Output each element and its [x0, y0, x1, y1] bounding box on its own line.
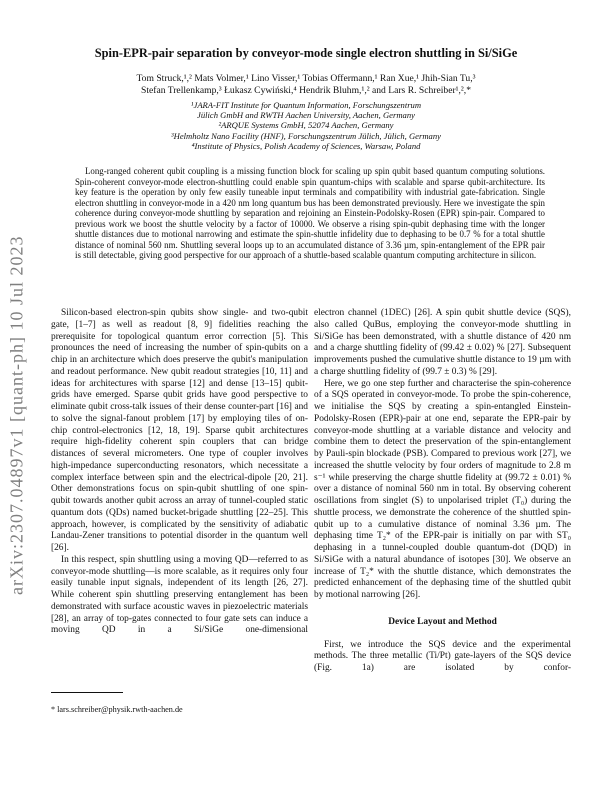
affiliation-line: ⁴Institute of Physics, Polish Academy of Sciences, Warsaw, Poland	[191, 140, 421, 151]
arxiv-stamp: arXiv:2307.04897v1 [quant-ph] 10 Jul 2023	[6, 235, 27, 595]
footnote-area	[51, 692, 308, 717]
affiliation-line: ²ARQUE Systems GmbH, 52074 Aachen, Germany	[218, 120, 394, 131]
author-line-1: Tom Struck,¹,² Mats Volmer,¹ Lino Visser,¹ Tobias Offermann,¹ Ran Xue,¹ Jhih-Sian Tu,³	[136, 73, 476, 84]
section-heading-device-layout: Device Layout and Method	[388, 616, 497, 627]
affiliation-block	[60, 100, 552, 151]
footnote-email-link[interactable]: * lars.schreiber@physik.rwth-aachen.de	[51, 705, 183, 714]
author-block	[60, 73, 552, 96]
body-column-right	[314, 308, 571, 768]
abstract-text: Long-ranged coherent qubit coupling is a missing function block for scaling up spin qubit based quantum computing solutions. Spin-coherent conveyor-mode electron-shuttling could enable spin quantum-chips with scalable and sparse qubit-architecture. Its key feature is the operation by only few easily tuneable input terminals and compatibility with industrial gate-fabrication. Single electron shuttling in conveyor-mode in a 420 nm long quantum bus has been demonstrated previously. Here we investigate the spin coherence during conveyor-mode shuttling by separation and rejoining an Einstein-Podolsky-Rosen (EPR) spin-pair. Compared to previous work we boost the shuttle velocity by a factor of 10000. We observe a rising spin-qubit dephasing time with the longer shuttle distances due to motional narrowing and estimate the spin-shuttle infidelity due to dephasing to be 0.7 % for a total shuttle distance of nominal 560 nm. Shuttling several loops up to an accumulated distance of 3.36 µm, spin-entanglement of the EPR pair is still detectable, giving good perspective for our approach of a shuttle-based scalable quantum computing architecture in silicon.	[75, 166, 545, 260]
affiliation-line: Jülich GmbH and RWTH Aachen University, Aachen, Germany	[197, 110, 415, 121]
paragraph: In this respect, spin shuttling using a moving QD—referred to as conveyor-mode shuttling—is more scalable, as it requires only four easily tunable input signals, independent of its length [26, 27]. While coherent spin shuttling preserving entanglement has been demonstrated with surface acoustic waves in piezoelectric materials [28], an array of top-gates connected to four gate sets can induce a moving QD in a Si/SiGe one-dimensional	[51, 554, 308, 636]
paragraph: Silicon-based electron-spin qubits show single- and two-qubit gate, [1–7] as well as readout [8, 9] fidelities reaching the prerequisite for topological quantum error correction [5]. This pronounces the need of increasing the number of spin-qubits on a chip in an architecture which does preserve the qubit's manipulation and readout performance. New qubit readout strategies [10, 11] and ideas for architectures with sparse [12] and dense [13–15] qubit-grids have emerged. Sparse qubit grids have good perspective to eliminate qubit cross-talk issues of their dense counter-part [16] and to solve the signal-fanout problem [17] by employing tiles of on-chip control-electronics [12, 18, 19]. Sparse qubit architectures require high-fidelity coherent spin couplers that can bridge distances of several micrometers. One type of coupler involves high-impedance superconducting resonators, which necessitate a complex interface between spin and the electrical-dipole [20, 21]. Other demonstrations focus on spin-qubit shuttling of one spin-qubit towards another qubit across an array of tunnel-coupled static quantum dots (QDs) named bucket-brigade shuttling [22–25]. This approach, however, is complicated by the sensitivity of adiabatic Landau-Zener transitions to potential disorder in the quantum well [26].	[51, 308, 308, 553]
paper-title: Spin-EPR-pair separation by conveyor-mode single electron shuttling in Si/SiGe	[94, 46, 518, 60]
paragraph: electron channel (1DEC) [26]. A spin qubit shuttle device (SQS), also called QuBus, employing the conveyor-mode shuttling in Si/SiGe has been demonstrated, with a shuttle distance of 420 nm and a charge shuttling fidelity of (99.42 ± 0.02) % [27]. Subsequent improvements pushed the cumulative shuttle distance to 19 µm with a charge shuttling fidelity of (99.7 ± 0.3) % [29].	[314, 308, 571, 377]
paragraph: Here, we go one step further and characterise the spin-coherence of a SQS operated in conveyor-mode. To probe the spin-coherence, we initialise the SQS by creating a spin-entangled Einstein-Podolsky-Rosen (EPR)-pair at one end, separate the EPR-pair by conveyor-mode shuttling at a variable distance and velocity and combine them to detect the preservation of the spin-entanglement by Pauli-spin blockade (PSB). Compared to previous work [27], we increased the shuttle velocity by four orders of magnitude to 2.8 m s⁻¹ while preserving the charge shuttle fidelity at (99.72 ± 0.01) % over a distance of nominal 560 nm in total. By observing coherent oscillations from singlet (S) to unpolarised triplet (T₀) during the shuttle process, we demonstrate the coherence of the shuttled spin-qubit up to a cumulative distance of nominal 3.36 µm. The dephasing time T₂* of the EPR-pair is initially on par with ST₀ dephasing in a tunnel-coupled double quantum-dot (DQD) in Si/SiGe with a natural abundance of isotopes [30]. We observe an increase of T₂* with the shuttle distance, which demonstrates the predicted enhancement of the dephasing time of the shuttled qubit by motional narrowing [26].	[314, 378, 571, 600]
footnote-rule	[51, 692, 123, 693]
abstract	[75, 166, 545, 261]
body-column-left	[51, 308, 308, 708]
author-line-2: Stefan Trellenkamp,³ Łukasz Cywiński,⁴ Hendrik Bluhm,¹,² and Lars R. Schreiber¹,²,*	[140, 84, 471, 96]
paragraph: First, we introduce the SQS device and the experimental methods. The three metallic (Ti/Pt) gate-layers of the SQS device (Fig. 1a) are isolated by confor-	[314, 639, 571, 673]
affiliation-line: ³Helmholtz Nano Facility (HNF), Forschungszentrum Jülich, Jülich, Germany	[171, 130, 441, 141]
affiliation-line: ¹JARA-FIT Institute for Quantum Information, Forschungszentrum	[190, 100, 422, 110]
